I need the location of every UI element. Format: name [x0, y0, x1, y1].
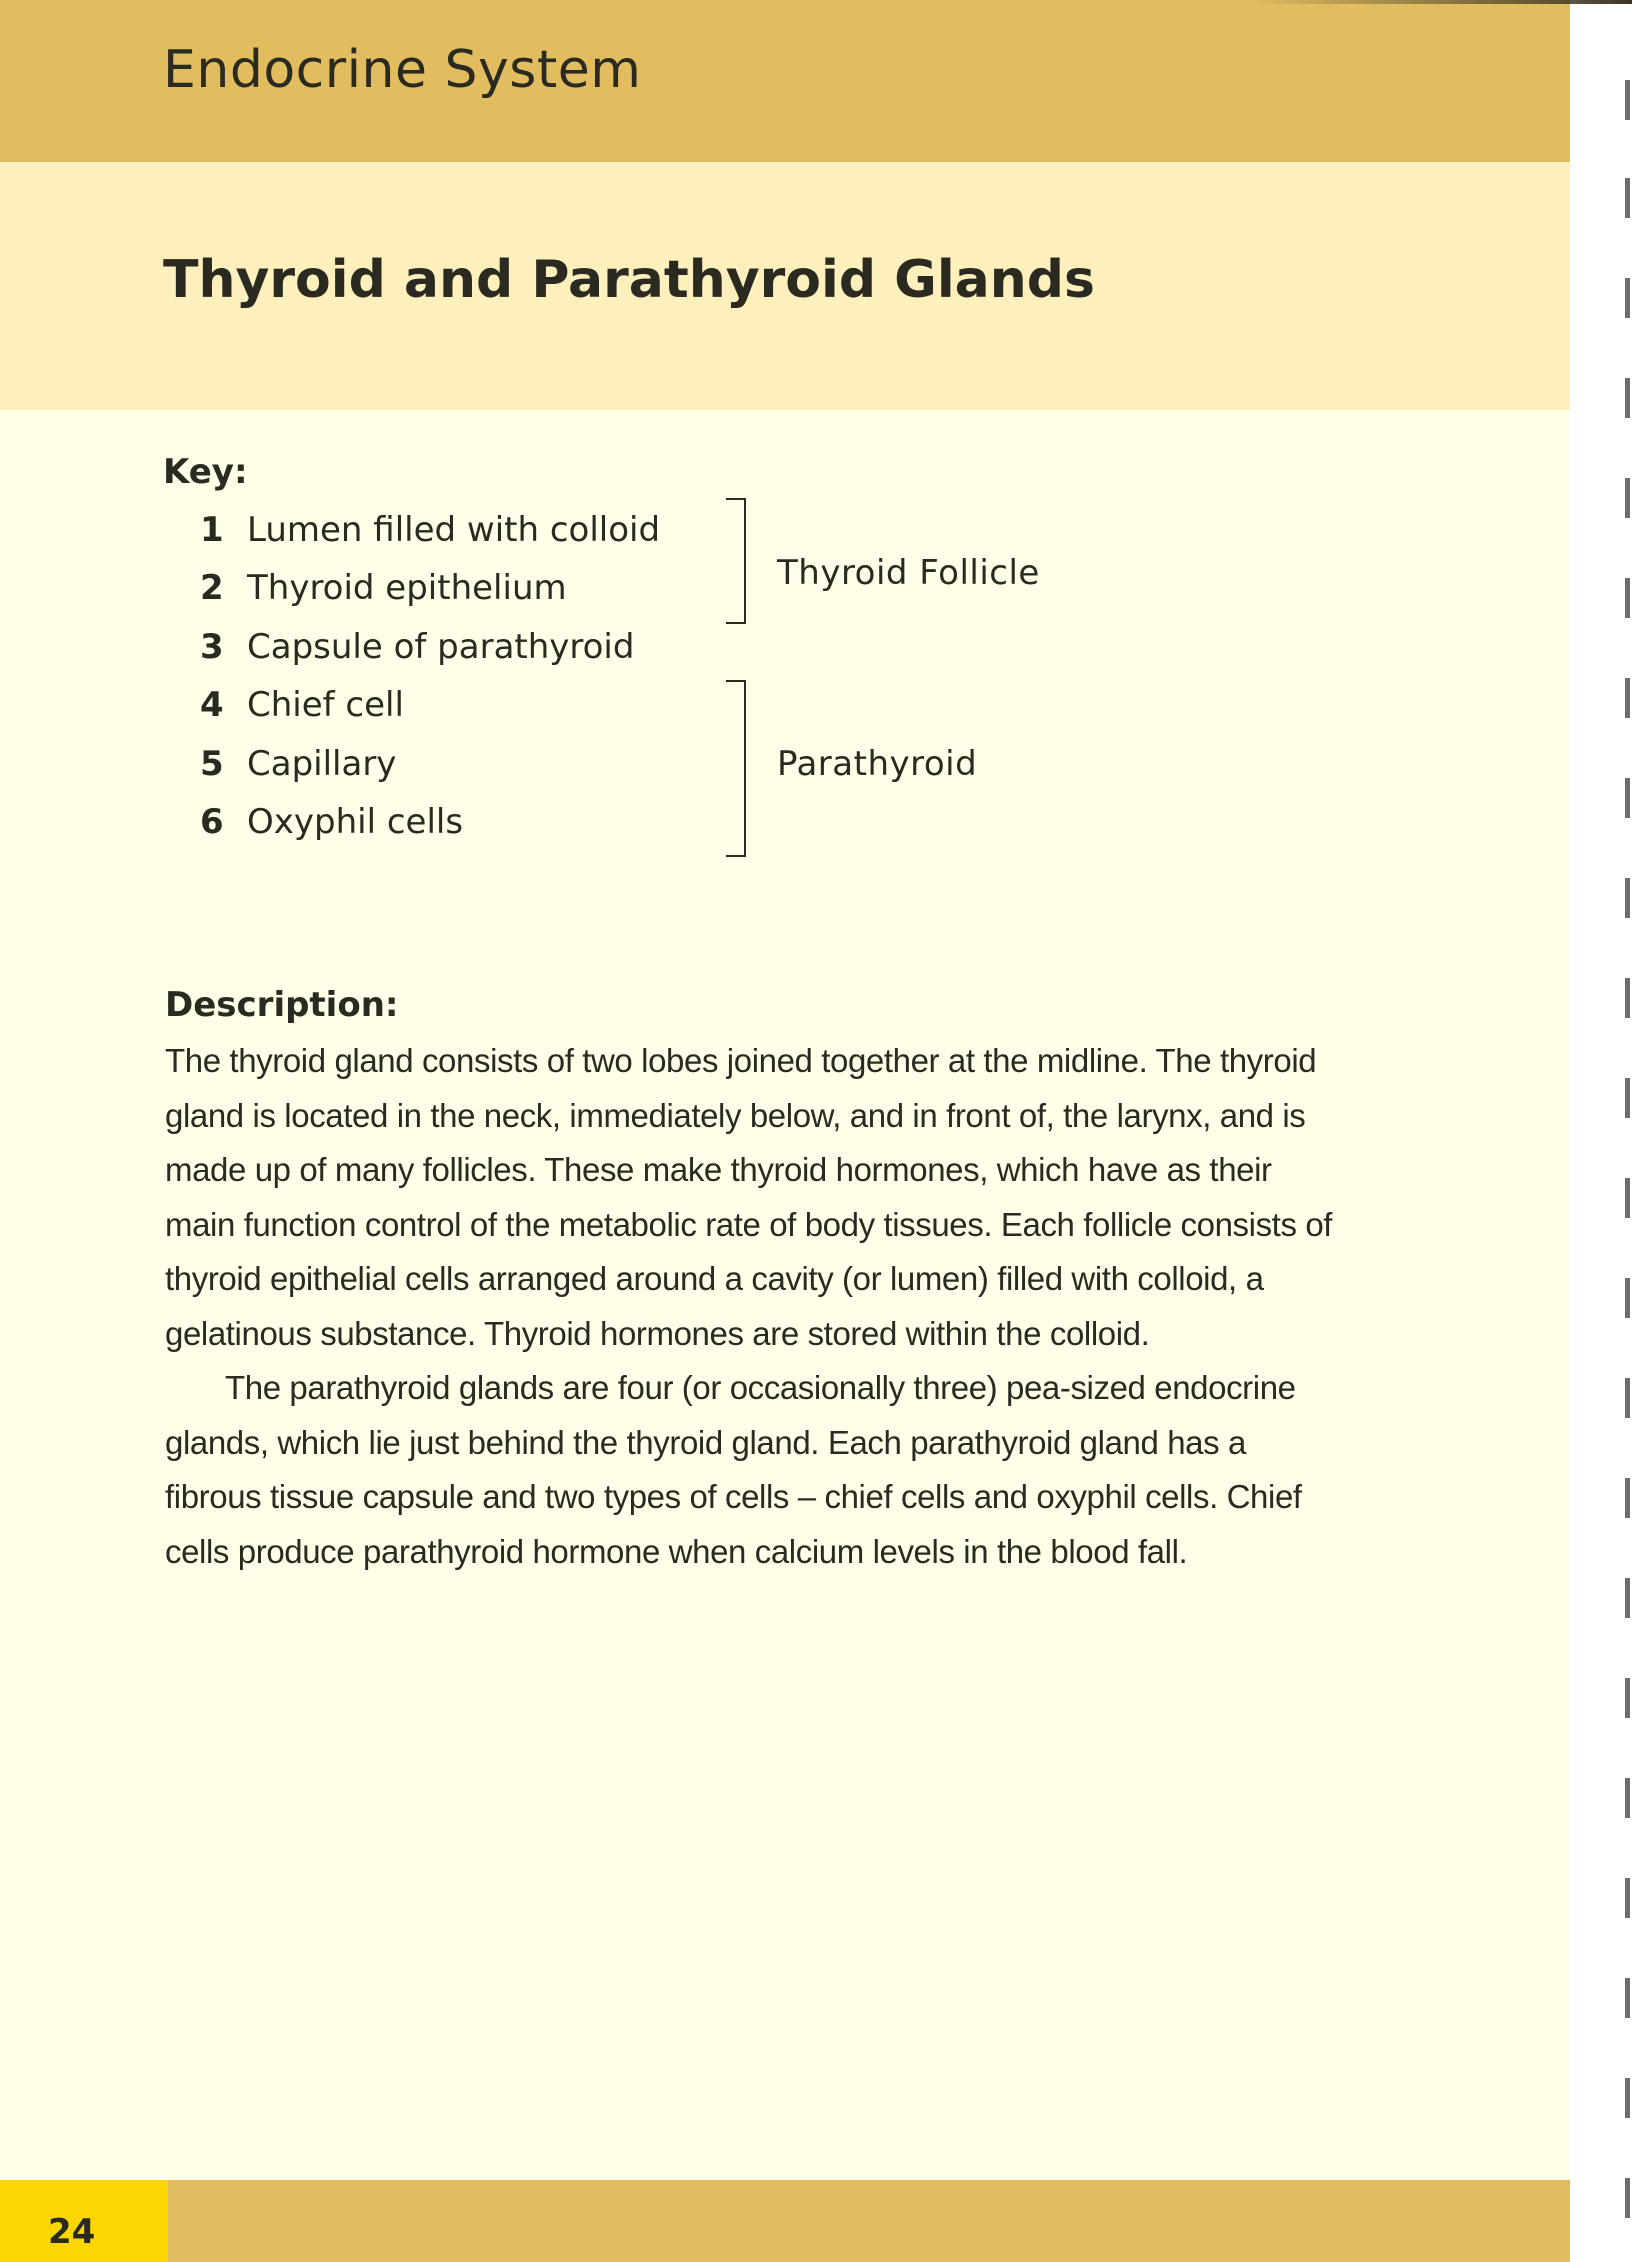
key-item-text: Thyroid epithelium	[247, 568, 567, 608]
key-item	[200, 685, 404, 725]
key-item	[200, 802, 463, 842]
key-item	[200, 627, 634, 667]
key-item-number: 5	[200, 744, 224, 784]
group-label-thyroid-follicle: Thyroid Follicle	[777, 553, 1040, 593]
binding-hole-mark	[1625, 1478, 1630, 1518]
binding-hole-mark	[1625, 478, 1630, 518]
key-heading: Key:	[163, 452, 248, 492]
binding-hole-mark	[1625, 978, 1630, 1018]
parathyroid-bracket	[726, 680, 746, 857]
binding-hole-mark	[1625, 878, 1630, 918]
binding-hole-mark	[1625, 178, 1630, 218]
binding-hole-mark	[1625, 378, 1630, 418]
thyroid-follicle-bracket	[726, 498, 746, 624]
binding-hole-mark	[1625, 1378, 1630, 1418]
key-item-number: 6	[200, 802, 224, 842]
binding-hole-mark	[1625, 1678, 1630, 1718]
binding-hole-mark	[1625, 778, 1630, 818]
key-item	[200, 744, 396, 784]
key-item-number: 3	[200, 627, 224, 667]
key-item-number: 4	[200, 685, 224, 725]
scan-shadow	[1250, 0, 1632, 4]
binding-hole-mark	[1625, 2078, 1630, 2118]
page-edge	[1570, 0, 1632, 2262]
footer-band	[0, 2180, 1570, 2262]
description-heading: Description:	[165, 985, 399, 1025]
key-item	[200, 510, 660, 550]
key-item-text: Lumen filled with colloid	[247, 510, 661, 550]
key-item-number: 1	[200, 510, 224, 550]
key-item-text: Capsule of parathyroid	[247, 627, 635, 667]
description-body	[165, 1034, 1345, 1579]
description-paragraph: The thyroid gland consists of two lobes joined together at the midline. The thyroid gland is located in the neck, immediately below, and in front of, the larynx, and is made up of many follicles. These make thyroid hormones, which have as their main function control of the metabolic rate of body tissues. Each follicle consists of thyroid epithelial cells arranged around a cavity (or lumen) filled with colloid, a gelatinous substance. Thyroid hormones are stored within the colloid.	[165, 1042, 1333, 1352]
key-item-number: 2	[200, 568, 224, 608]
binding-hole-mark	[1625, 1978, 1630, 2018]
page-title: Thyroid and Parathyroid Glands	[163, 250, 1095, 310]
binding-hole-mark	[1625, 278, 1630, 318]
key-item-text: Oxyphil cells	[247, 802, 464, 842]
page-number: 24	[48, 2212, 96, 2252]
binding-hole-mark	[1625, 1578, 1630, 1618]
binding-hole-mark	[1625, 1778, 1630, 1818]
binding-hole-mark	[1625, 80, 1630, 120]
binding-hole-mark	[1625, 1278, 1630, 1318]
binding-hole-mark	[1625, 678, 1630, 718]
key-item-text: Capillary	[247, 744, 397, 784]
chapter-title: Endocrine System	[163, 40, 642, 100]
binding-hole-mark	[1625, 1878, 1630, 1918]
key-item	[200, 568, 567, 608]
binding-hole-mark	[1625, 578, 1630, 618]
binding-hole-mark	[1625, 1078, 1630, 1118]
description-paragraph: The parathyroid glands are four (or occasionally three) pea-sized endocrine glands, which lie just behind the thyroid gland. Each parathyroid gland has a fibrous tissue capsule and two types of cells – chief cells and oxyphil cells. Chief cells produce parathyroid hormone when calcium levels in the blood fall.	[165, 1369, 1302, 1570]
group-label-parathyroid: Parathyroid	[777, 744, 978, 784]
key-item-text: Chief cell	[247, 685, 404, 725]
binding-hole-mark	[1625, 2178, 1630, 2218]
binding-hole-mark	[1625, 1178, 1630, 1218]
